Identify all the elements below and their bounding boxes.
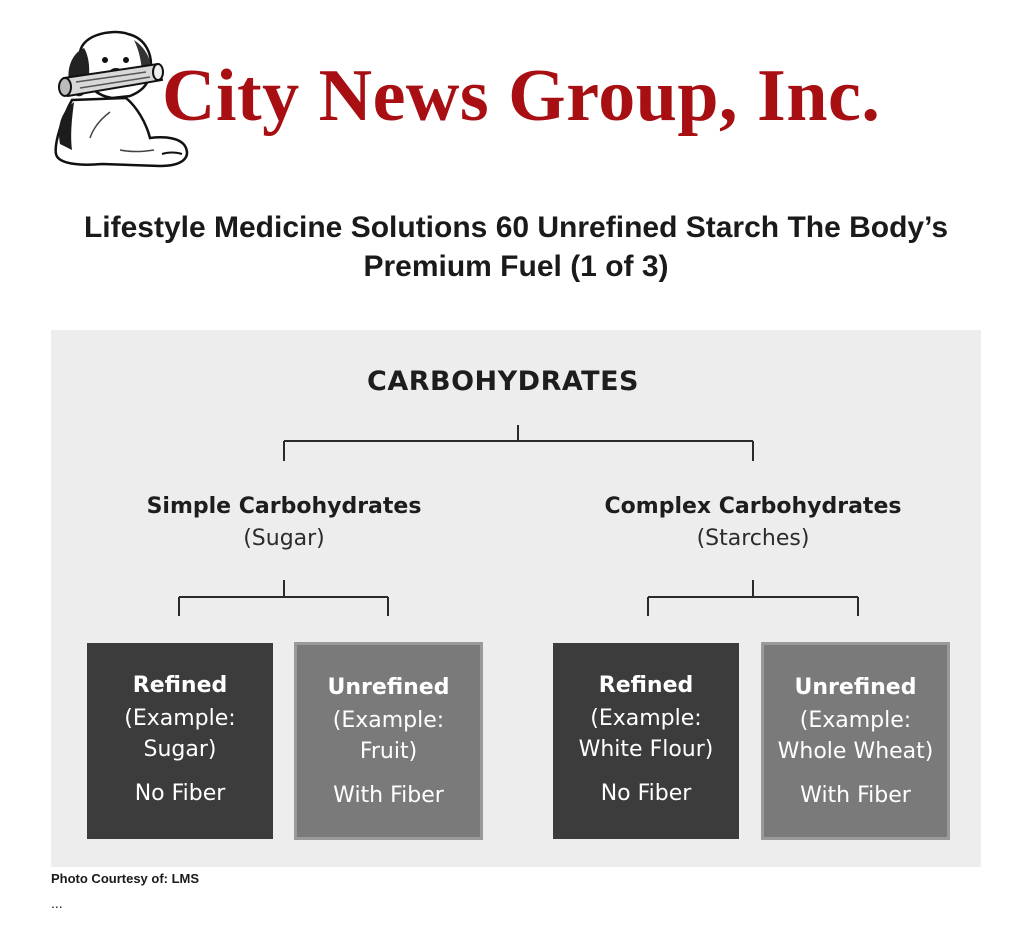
leaf-title: Unrefined [327, 675, 450, 700]
leaf-fiber: With Fiber [800, 783, 911, 808]
leaf-example: (Example: [124, 706, 236, 731]
complex-refined-box [553, 643, 739, 839]
leaf-title: Unrefined [794, 675, 917, 700]
leaf-example: (Example: [332, 708, 445, 733]
article-title: Lifestyle Medicine Solutions 60 Unrefined Starch The Body’s Premium Fuel (1 of 3) [83, 211, 949, 283]
complex-carbs-label: Complex Carbohydrates [604, 494, 902, 519]
complex-unrefined-box [761, 642, 950, 840]
leaf-example-value: Whole Wheat) [777, 739, 934, 764]
leaf-example-value: White Flour) [578, 737, 714, 762]
leaf-fiber: No Fiber [600, 781, 692, 806]
simple-unrefined-box [294, 642, 483, 840]
photo-caption: Photo Courtesy of: LMS [51, 871, 200, 886]
continuation-ellipsis: ... [51, 895, 63, 911]
leaf-example: (Example: [799, 708, 912, 733]
leaf-title: Refined [132, 673, 228, 698]
carbohydrates-diagram [51, 330, 981, 867]
leaf-example: (Example: [590, 706, 702, 731]
simple-carbs-sublabel: (Sugar) [243, 526, 325, 551]
leaf-example-value: Fruit) [359, 739, 418, 764]
masthead [50, 26, 980, 176]
complex-carbs-sublabel: (Starches) [696, 526, 810, 551]
simple-refined-box [87, 643, 273, 839]
simple-carbs-label: Simple Carbohydrates [146, 494, 422, 519]
leaf-example-value: Sugar) [143, 737, 217, 762]
leaf-title: Refined [598, 673, 694, 698]
masthead-title[interactable]: City News Group, Inc. [162, 55, 881, 137]
diagram-root-label: CARBOHYDRATES [367, 366, 639, 397]
leaf-fiber: With Fiber [333, 783, 444, 808]
leaf-fiber: No Fiber [134, 781, 226, 806]
